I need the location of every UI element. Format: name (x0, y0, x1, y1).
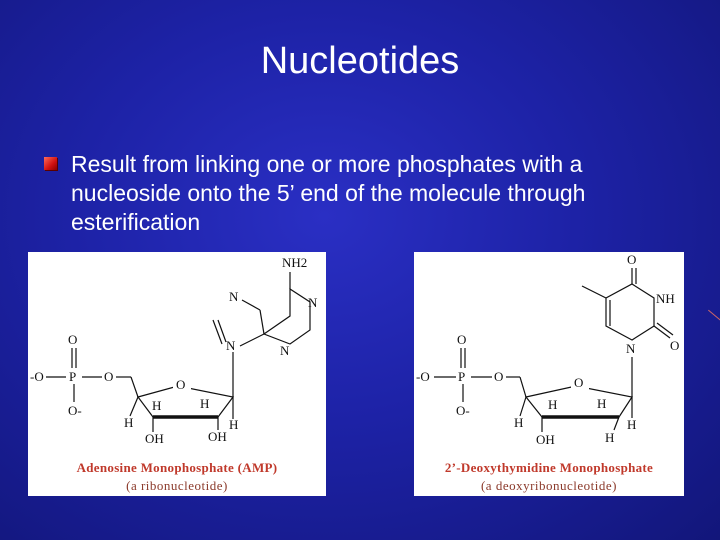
dt-h4: H (627, 417, 637, 432)
amp-h2: H (152, 398, 162, 413)
decorative-line (708, 310, 720, 324)
dt-nh: NH (656, 291, 675, 306)
amp-o-left: -O (30, 369, 44, 384)
dtmp-caption-title: 2’-Deoxythymidine Monophosphate (444, 460, 654, 475)
slide-title: Nucleotides (260, 40, 460, 82)
amp-oh2: OH (208, 429, 227, 444)
dt-oh: OH (536, 432, 555, 447)
amp-o-top: O (68, 332, 78, 347)
amp-nh2: NH2 (282, 255, 308, 270)
amp-h3: H (200, 396, 210, 411)
dt-o-top: O (457, 332, 467, 347)
dt-h2: H (548, 397, 558, 412)
amp-o-minus: O- (68, 403, 82, 418)
amp-n-right: N (308, 295, 318, 310)
dt-o-minus: O- (456, 403, 470, 418)
amp-h1: H (124, 415, 134, 430)
amp-p: P (69, 369, 77, 384)
amp-n-top: N (229, 289, 239, 304)
dt-h1: H (514, 415, 524, 430)
amp-oh1: OH (145, 431, 164, 446)
amp-o-right: O (104, 369, 114, 384)
dt-h3: H (597, 396, 607, 411)
amp-caption-title: Adenosine Monophosphate (AMP) (76, 460, 278, 475)
dt-ring-o: O (574, 375, 584, 390)
amp-caption-subtitle: (a ribonucleotide) (126, 478, 228, 493)
dt-p: P (458, 369, 466, 384)
amp-ring-o: O (176, 377, 186, 392)
amp-n-bottom: N (280, 343, 290, 358)
dt-o-left: -O (416, 369, 430, 384)
bullet-text: Result from linking one or more phosphates with a nucleoside onto the 5’ end of the molecule through esterification (71, 151, 586, 235)
dtmp-structure-figure (414, 252, 684, 496)
amp-structure-figure (28, 252, 326, 496)
amp-n-glyco: N (226, 338, 236, 353)
dtmp-caption-subtitle: (a deoxyribonucleotide) (480, 478, 618, 493)
dt-n-base: N (626, 341, 636, 356)
dt-o-top-base: O (627, 252, 637, 267)
bullet-marker-icon (44, 157, 57, 170)
dt-o-right: O (494, 369, 504, 384)
dt-h5: H (605, 430, 615, 445)
amp-h4: H (229, 417, 239, 432)
dt-o-right-base: O (670, 338, 680, 353)
